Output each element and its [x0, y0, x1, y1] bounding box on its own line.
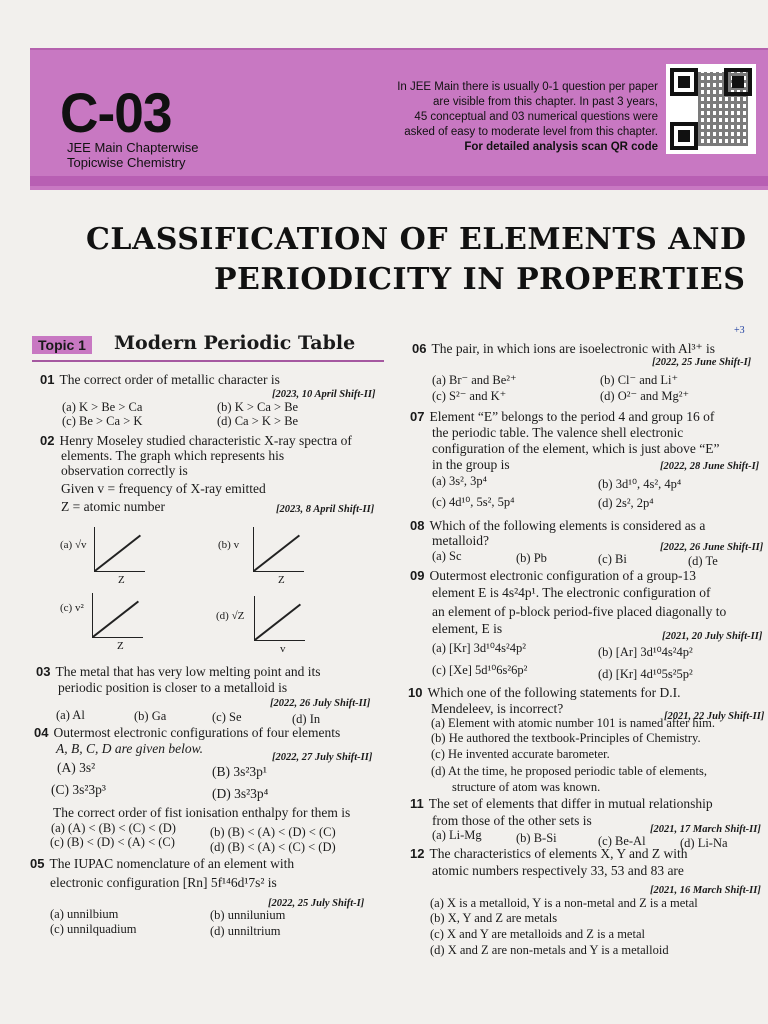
question-text: observation correctly is	[61, 463, 188, 478]
topic-title: Modern Periodic Table	[114, 332, 356, 354]
graph-d-label: (d) √Z	[216, 610, 245, 622]
graph-a-x: Z	[118, 574, 125, 586]
config-D: (D) 3s²3p⁴	[212, 786, 269, 801]
question-text: Z = atomic number	[61, 499, 165, 514]
info-line: are visible from this chapter. In past 3 years,	[433, 96, 658, 108]
question-text: element E is 4s²4p¹. The electronic configuration of	[432, 585, 711, 600]
option-c: (c) Se	[212, 710, 242, 724]
chapter-info	[350, 80, 658, 155]
question-02: 02 Henry Moseley studied characteristic X-ray spectra of	[40, 433, 352, 448]
option-d: (d) Ca > K > Be	[217, 414, 299, 428]
option-c: (c) (B) < (D) < (A) < (C)	[50, 835, 175, 849]
option-c: (c) He invented accurate barometer.	[431, 747, 610, 761]
option-a: (a) Br⁻ and Be²⁺	[432, 373, 517, 387]
topic-badge: Topic 1	[32, 336, 92, 354]
option-a: (a) Al	[56, 708, 85, 722]
option-c: (c) [Xe] 5d¹⁰6s²6p²	[432, 663, 528, 677]
option-d: (d) In	[292, 712, 321, 726]
question-01: 01 The correct order of metallic character is	[40, 372, 280, 387]
option-b: (b) 3d¹⁰, 4s², 4p⁴	[598, 477, 682, 491]
question-ref: [2021, 20 July Shift-II]	[662, 631, 763, 642]
option-d: (d) unniltrium	[210, 924, 281, 938]
question-ref: [2022, 27 July Shift-II]	[272, 752, 373, 763]
option-d-cont: structure of atom was known.	[452, 780, 601, 794]
option-d: (d) (B) < (A) < (C) < (D)	[210, 840, 336, 854]
question-text: atomic numbers respectively 33, 53 and 83 are	[432, 863, 684, 878]
book-line-2: Topicwise Chemistry	[67, 155, 186, 170]
question-ref: [2023, 10 April Shift-II]	[272, 389, 376, 400]
option-c: (c) Be-Al	[598, 834, 646, 848]
question-text: in the group is	[432, 457, 510, 472]
option-a: (a) Li-Mg	[432, 828, 482, 842]
question-05: 05 The IUPAC nomenclature of an element with	[30, 856, 295, 871]
option-a: (a) Sc	[432, 549, 462, 563]
question-text: electronic configuration [Rn] 5f¹⁴6d¹7s² is	[50, 875, 277, 890]
question-12: 12 The characteristics of elements X, Y and Z with	[410, 846, 688, 861]
option-a: (a) K > Be > Ca	[62, 400, 143, 414]
option-a: (a) Element with atomic number 101 is named after him.	[431, 716, 715, 730]
option-a: (a) X is a metalloid, Y is a non-metal and Z is a metal	[430, 896, 698, 910]
question-ref: [2023, 8 April Shift-II]	[276, 504, 375, 515]
option-d: (d) O²⁻ and Mg²⁺	[600, 389, 690, 403]
option-b: (b) (B) < (A) < (D) < (C)	[210, 825, 336, 839]
option-b: (b) Pb	[516, 551, 547, 565]
question-text: element, E is	[432, 621, 503, 636]
option-c: (c) Be > Ca > K	[62, 414, 143, 428]
graph-d-x: v	[280, 643, 286, 655]
question-04: 04 Outermost electronic configurations of four elements	[34, 725, 341, 740]
graph-a-label: (a) √v	[60, 539, 87, 551]
option-a: (a) unnilbium	[50, 907, 119, 921]
graph-a	[94, 527, 145, 572]
chapter-title-line-2: PERIODICITY IN PROPERTIES	[214, 262, 746, 297]
option-a: (a) 3s², 3p⁴	[432, 474, 487, 488]
question-08: 08 Which of the following elements is considered as a	[410, 518, 706, 533]
question-text: periodic position is closer to a metalloid is	[58, 680, 288, 695]
chapter-code: C-03	[60, 81, 172, 144]
book-line-1: JEE Main Chapterwise	[67, 140, 199, 155]
question-text: configuration of the element, which is just above “E”	[432, 441, 720, 456]
question-07: 07 Element “E” belongs to the period 4 and group 16 of	[410, 409, 715, 424]
option-d: (d) Li-Na	[680, 836, 728, 850]
option-c: (c) S²⁻ and K⁺	[432, 389, 507, 403]
question-ref: [2022, 26 July Shift-II]	[270, 698, 371, 709]
option-a: (a) (A) < (B) < (C) < (D)	[51, 821, 176, 835]
topic-heading	[32, 334, 384, 362]
question-text: the periodic table. The valence shell electronic	[432, 425, 684, 440]
question-10: 10 Which one of the following statements for D.I.	[408, 685, 681, 700]
question-text: metalloid?	[432, 533, 489, 548]
graph-b-x: Z	[278, 574, 285, 586]
option-c: (c) unnilquadium	[50, 922, 137, 936]
graph-b-label: (b) v	[218, 539, 240, 551]
question-text: The correct order of fist ionisation enthalpy for them is	[53, 805, 351, 820]
option-d: (d) X and Z are non-metals and Y is a metalloid	[430, 943, 669, 957]
question-ref: [2022, 25 June Shift-I]	[652, 357, 752, 368]
option-c: (c) 4d¹⁰, 5s², 5p⁴	[432, 495, 515, 509]
config-B: (B) 3s²3p¹	[212, 764, 267, 779]
option-b: (b) [Ar] 3d¹⁰4s²4p²	[598, 645, 693, 659]
question-ref: [2021, 16 March Shift-II]	[650, 885, 761, 896]
option-d: (d) 2s², 2p⁴	[598, 496, 654, 510]
graph-d	[254, 596, 305, 641]
banner-stripe	[30, 176, 768, 186]
qr-code-icon	[666, 64, 756, 154]
question-ref: [2022, 26 June Shift-II]	[660, 542, 764, 553]
option-b: (b) X, Y and Z are metals	[430, 911, 558, 925]
question-text: A, B, C, D are given below.	[56, 741, 203, 756]
option-b: (b) B-Si	[516, 831, 557, 845]
option-a: (a) [Kr] 3d¹⁰4s²4p²	[432, 641, 527, 655]
question-ref: [2021, 22 July Shift-II]	[664, 711, 765, 722]
margin-note: +3	[734, 325, 745, 336]
option-b: (b) Cl⁻ and Li⁺	[600, 373, 679, 387]
question-text: from those of the other sets is	[432, 813, 592, 828]
info-line: In JEE Main there is usually 0-1 question per paper	[397, 81, 658, 93]
question-text: an element of p-block period-five placed diagonally to	[432, 604, 727, 619]
question-ref: [2021, 17 March Shift-II]	[650, 824, 761, 835]
question-ref: [2022, 25 July Shift-I]	[268, 898, 365, 909]
question-ref: [2022, 28 June Shift-I]	[660, 461, 760, 472]
question-09: 09 Outermost electronic configuration of a group-13	[410, 568, 697, 583]
option-c: (c) X and Y are metalloids and Z is a metal	[430, 927, 645, 941]
question-03: 03 The metal that has very low melting point and its	[36, 664, 321, 679]
question-11: 11 The set of elements that differ in mutual relationship	[410, 796, 713, 811]
option-d: (d) Te	[688, 554, 718, 568]
graph-c-x: Z	[117, 640, 124, 652]
option-b: (b) K > Ca > Be	[217, 400, 299, 414]
question-06: 06 The pair, in which ions are isoelectronic with Al³⁺ is	[412, 341, 716, 356]
question-text: Given v = frequency of X-ray emitted	[61, 481, 266, 496]
question-text: Mendeleev, is incorrect?	[431, 701, 564, 716]
question-text: elements. The graph which represents his	[61, 448, 285, 463]
option-c: (c) Bi	[598, 552, 627, 566]
config-A: (A) 3s²	[57, 760, 96, 775]
option-b: (b) unnilunium	[210, 908, 286, 922]
option-b: (b) Ga	[134, 709, 167, 723]
chapter-title-line-1: CLASSIFICATION OF ELEMENTS AND	[86, 222, 747, 257]
scan-line: For detailed analysis scan QR code	[464, 141, 658, 153]
option-d: (d) [Kr] 4d¹⁰5s²5p²	[598, 667, 693, 681]
option-d: (d) At the time, he proposed periodic table of elements,	[431, 764, 707, 778]
config-C: (C) 3s²3p³	[51, 782, 106, 797]
info-line: 45 conceptual and 03 numerical questions were	[414, 111, 658, 123]
graph-c	[92, 593, 143, 638]
graph-b	[253, 527, 304, 572]
option-b: (b) He authored the textbook-Principles of Chemistry.	[431, 731, 701, 745]
info-line: asked of easy to moderate level from this chapter.	[404, 126, 658, 138]
graph-c-label: (c) v²	[60, 602, 84, 614]
